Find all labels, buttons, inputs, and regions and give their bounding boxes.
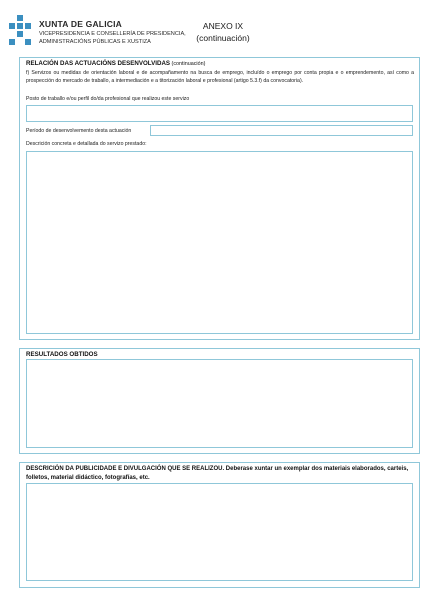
actions-title — [26, 60, 205, 67]
department-name — [39, 31, 189, 46]
annex-heading — [188, 20, 258, 44]
actions-title-main: RELACIÓN DAS ACTUACIÓNS DESENVOLVIDAS — [26, 60, 171, 67]
job-profile-label: Posto de traballo e/ou perfil do/da profesional que realizou este servizo — [26, 96, 190, 102]
department-line-1: VICEPRESIDENCIA E CONSELLERÍA DE PRESIDENCIA, — [39, 31, 186, 37]
service-description-text: f) Servizos ou medidas de orientación laboral e de acompañamento na busca de emprego, incluído o emprego por conta propia e o emprendemento, así como a prospección do mercado de traballo, a intermediación e a titorización laboral e profesional (artigo 5.3.f) da convocatoria). — [26, 70, 414, 85]
publicity-title-note: Deberase xuntar un exemplar dos materiais elaborados, carteis, folletos, material didáctico, fotografías, etc. — [26, 466, 409, 481]
results-field[interactable] — [26, 359, 413, 448]
publicity-title-main: DESCRICIÓN DA PUBLICIDADE E DIVULGACIÓN QUE SE REALIZOU. — [26, 466, 225, 472]
org-name: XUNTA DE GALICIA — [39, 19, 123, 29]
department-line-2: ADMINISTRACIÓNS PÚBLICAS E XUSTIZA — [39, 38, 151, 45]
document-header — [0, 0, 439, 58]
period-label: Período de desenvolvemento desta actuación — [26, 128, 132, 134]
xunta-logo-icon — [9, 15, 31, 45]
period-field[interactable] — [150, 125, 413, 136]
publicity-field[interactable] — [26, 483, 413, 581]
annex-subtitle: (continuación) — [196, 33, 250, 43]
publicity-panel — [19, 462, 420, 588]
results-title — [26, 351, 98, 358]
service-detail-label: Descrición concreta e detallada do servizo prestado: — [26, 141, 147, 147]
service-detail-field[interactable] — [26, 151, 413, 334]
actions-title-suffix: (continuación) — [170, 61, 206, 67]
publicity-title — [26, 465, 414, 483]
job-profile-field[interactable] — [26, 105, 413, 122]
actions-panel — [19, 57, 420, 340]
results-panel — [19, 348, 420, 454]
results-title-text: RESULTADOS OBTIDOS — [26, 351, 98, 358]
annex-title: ANEXO IX — [202, 21, 244, 31]
